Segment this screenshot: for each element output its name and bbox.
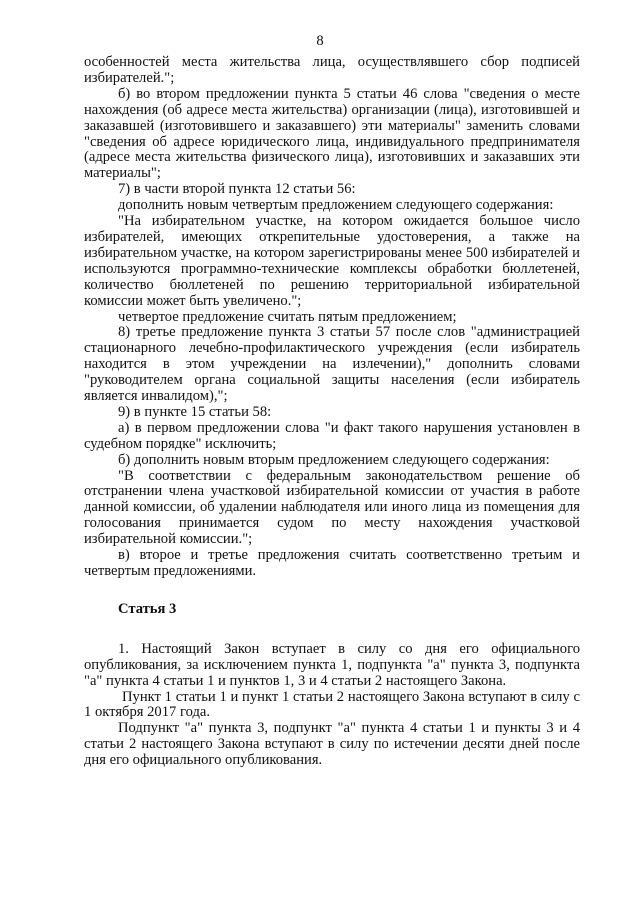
page-number: 8 xyxy=(316,33,324,49)
paragraph: особенностей места жительства лица, осуществлявшего сбор подписей избирателей."; xyxy=(84,54,580,86)
paragraph: "В соответствии с федеральным законодательством решение об отстранении члена участковой избирательной комиссии от участия в работе данной комиссии, об удалении наблюдателя или иного лица из помещения для голосования принимается судом по месту нахождения участковой избирательной комиссии."; xyxy=(84,467,580,548)
paragraph: 8) третье предложение пункта 3 статьи 57 после слов "администрацией стационарного лечебно-профилактического учреждения (если избиратель находится в этом учреждении на излечении)," дополнить словами "руководителем органа социальной защиты населения (если избиратель является инвалидом),"; xyxy=(84,324,580,405)
article-heading: Статья 3 xyxy=(118,600,177,617)
paragraph: б) дополнить новым вторым предложением следующего содержания: xyxy=(118,451,550,468)
paragraph: "На избирательном участке, на котором ожидается большое число избирателей, имеющих открепительные удостоверения, а также на избирательном участке, на котором зарегистрированы менее 500 избирателей и используются программно-технические комплексы обработки бюллетеней, количество бюллетеней по решению территориальной избирательной комиссии может быть увеличено."; xyxy=(84,213,580,309)
paragraph: дополнить новым четвертым предложением следующего содержания: xyxy=(118,197,554,214)
paragraph: 7) в части второй пункта 12 статьи 56: xyxy=(118,181,356,198)
paragraph: четвертое предложение считать пятым предложением; xyxy=(118,308,457,325)
article-paragraph: Пункт 1 статьи 1 и пункт 1 статьи 2 настоящего Закона вступают в силу с 1 октября 2017 года. xyxy=(84,688,580,721)
article-paragraph: Подпункт "а" пункта 3, подпункт "а" пункта 4 статьи 1 и пункты 3 и 4 статьи 2 настоящего Закона вступают в силу по истечении десяти дней после дня его официального опубликования. xyxy=(84,720,580,769)
paragraph: б) во втором предложении пункта 5 статьи 46 слова "сведения о месте нахождения (об адресе места жительства) организации (лица), изготовившей и заказавшей (изготовившего и заказавшего) эти материалы" заменить словами "сведения об адресе юридического лица, индивидуального предпринимателя (адресе места жительства физического лица), изготовивших и заказавших эти материалы"; xyxy=(84,85,580,182)
document-body xyxy=(84,55,580,769)
paragraph: а) в первом предложении слова "и факт такого нарушения установлен в судебном порядке" исключить; xyxy=(84,419,580,452)
paragraph: 9) в пункте 15 статьи 58: xyxy=(118,403,272,420)
paragraph: в) второе и третье предложения считать соответственно третьим и четвертым предложениями. xyxy=(84,547,580,579)
article-paragraph: 1. Настоящий Закон вступает в силу со дня его официального опубликования, за исключением пункта 1, подпункта "а" пункта 3, подпункта "а" пункта 4 статьи 1 и пунктов 1, 3 и 4 статьи 2 настоящего Закона. xyxy=(84,640,580,689)
